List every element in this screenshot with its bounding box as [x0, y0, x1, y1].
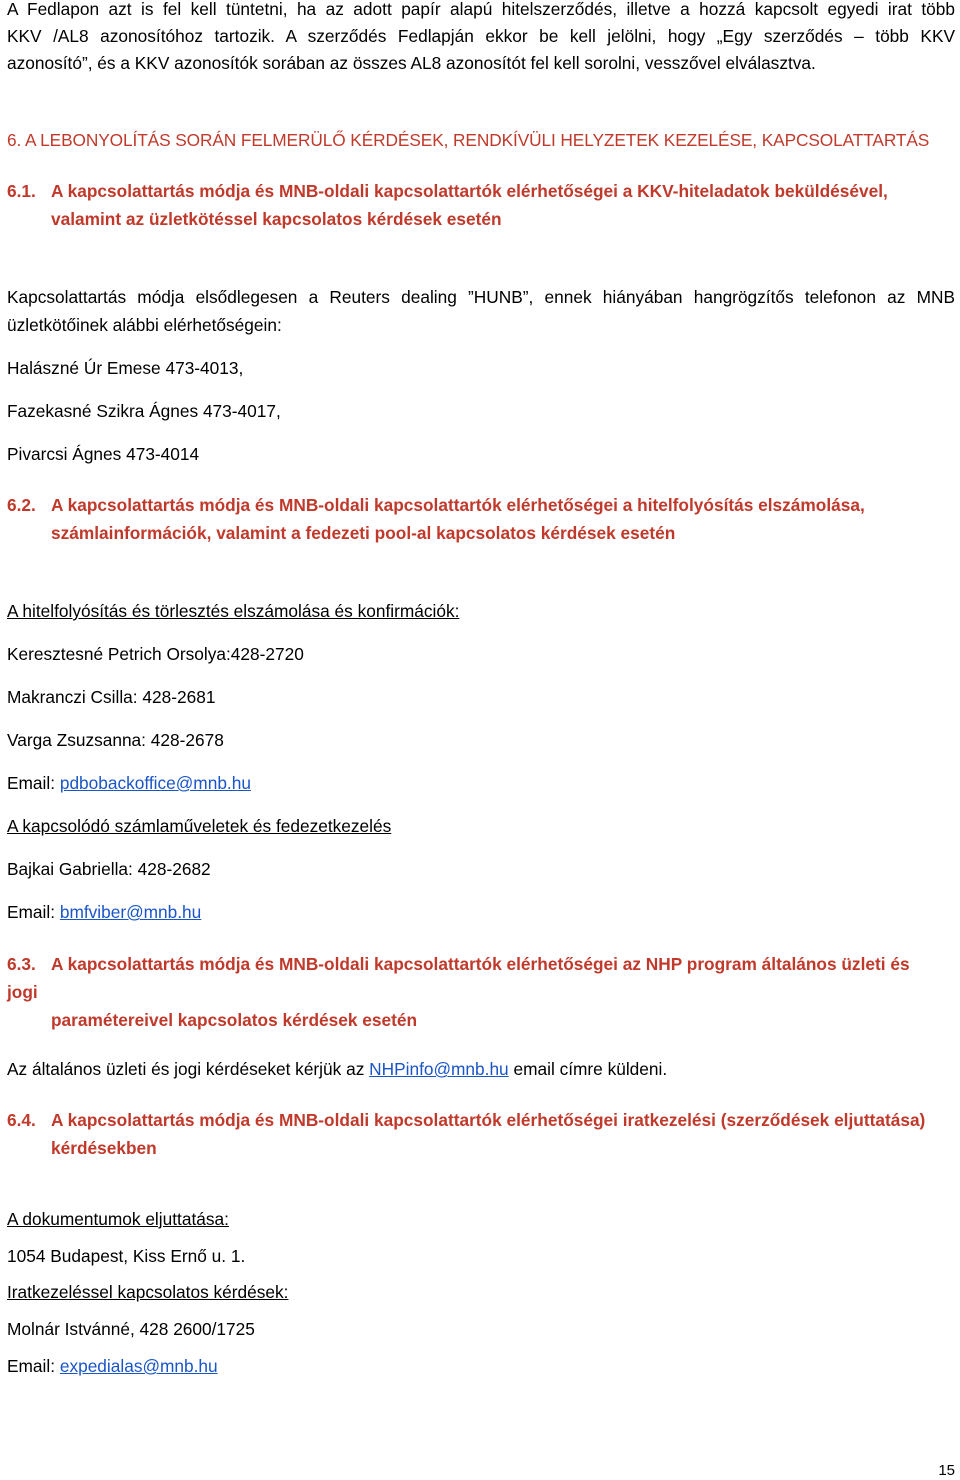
instruction-text: email címre küldeni. — [508, 1059, 668, 1079]
email-instruction — [7, 1057, 955, 1081]
email-link[interactable]: expedialas@mnb.hu — [59, 1356, 218, 1376]
address-line: 1054 Budapest, Kiss Ernő u. 1. — [7, 1246, 246, 1266]
subsection-title-line-2: paramétereivel kapcsolatos kérdések esetén — [51, 1010, 418, 1030]
paragraph-line-1: Kapcsolattartás módja elsődlegesen a Reuters dealing ”HUNB”, ennek hiányában hangrögzítős telefonon az MNB — [7, 287, 955, 307]
email-label: Email: — [7, 773, 60, 793]
contact-line: Pivarcsi Ágnes 473-4014 — [7, 444, 200, 464]
subsection-number: 6.2. — [7, 495, 36, 515]
subsection-6-1-title — [7, 177, 940, 233]
intro-line-3: azonosító”, és a KKV azonosítók sorában az összes AL8 azonosítót fel kell sorolni, vesszővel elválasztva. — [7, 53, 816, 73]
paragraph-line-2: üzletkötőinek alábbi elérhetőségein: — [7, 315, 282, 335]
email-label: Email: — [7, 902, 60, 922]
section-6-title: 6. A LEBONYOLÍTÁS SORÁN FELMERÜLŐ KÉRDÉSEK, RENDKÍVÜLI HELYZETEK KEZELÉSE, KAPCSOLATTARTÁS — [7, 130, 930, 150]
subsection-number: 6.4. — [7, 1110, 36, 1130]
email-line — [7, 771, 955, 795]
contact-line: Keresztesné Petrich Orsolya:428-2720 — [7, 644, 304, 664]
subsection-title-line-1: A kapcsolattartás módja és MNB-oldali kapcsolattartók elérhetőségei a hitelfolyósítás elszámolása, — [51, 495, 865, 515]
email-line — [7, 900, 955, 924]
subsection-title-line-1: A kapcsolattartás módja és MNB-oldali kapcsolattartók elérhetőségei az NHP program általános üzleti és jogi — [7, 954, 910, 1002]
underlined-heading: Iratkezeléssel kapcsolatos kérdések: — [7, 1282, 289, 1302]
underlined-heading: A hitelfolyósítás és törlesztés elszámolása és konfirmációk: — [7, 601, 460, 621]
contact-line: Molnár Istvánné, 428 2600/1725 — [7, 1319, 255, 1339]
subsection-title-line-2: valamint az üzletkötéssel kapcsolatos kérdések esetén — [51, 209, 502, 229]
subsection-6-2-title — [7, 491, 940, 547]
contact-line: Fazekasné Szikra Ágnes 473-4017, — [7, 401, 281, 421]
instruction-text: Az általános üzleti és jogi kérdéseket kérjük az — [7, 1059, 370, 1079]
underlined-heading: A kapcsolódó számlaműveletek és fedezetkezelés — [7, 816, 392, 836]
subsection-title-line-1: A kapcsolattartás módja és MNB-oldali kapcsolattartók elérhetőségei iratkezelési (szerződések eljuttatása) — [51, 1110, 926, 1130]
email-label: Email: — [7, 1356, 60, 1376]
email-line — [7, 1354, 955, 1378]
subsection-title-line-2: kérdésekben — [51, 1138, 157, 1158]
page-number: 15 — [938, 1462, 955, 1479]
email-link[interactable]: NHPinfo@mnb.hu — [369, 1059, 509, 1079]
contact-line: Varga Zsuzsanna: 428-2678 — [7, 730, 224, 750]
contact-line: Makranczi Csilla: 428-2681 — [7, 687, 216, 707]
underlined-heading: A dokumentumok eljuttatása: — [7, 1209, 229, 1229]
subsection-6-4-title — [7, 1106, 940, 1162]
subsection-number: 6.3. — [7, 954, 36, 974]
intro-line-1: A Fedlapon azt is fel kell tüntetni, ha az adott papír alapú hitelszerződés, illetve a hozzá kapcsolt egyedi irat több — [7, 0, 955, 19]
subsection-6-3-title — [7, 950, 940, 1034]
email-link[interactable]: bmfviber@mnb.hu — [59, 902, 202, 922]
intro-line-2: KKV /AL8 azonosítóhoz tartozik. A szerződés Fedlapján ekkor be kell jelölni, hogy „Egy szerződés – több KKV — [7, 26, 955, 46]
contact-line: Halászné Úr Emese 473-4013, — [7, 358, 244, 378]
contact-line: Bajkai Gabriella: 428-2682 — [7, 859, 211, 879]
subsection-number: 6.1. — [7, 181, 36, 201]
email-link[interactable]: pdbobackoffice@mnb.hu — [59, 773, 251, 793]
subsection-title-line-1: A kapcsolattartás módja és MNB-oldali kapcsolattartók elérhetőségei a KKV-hiteladatok beküldésével, — [51, 181, 888, 201]
subsection-title-line-2: számlainformációk, valamint a fedezeti pool-al kapcsolatos kérdések esetén — [51, 523, 676, 543]
